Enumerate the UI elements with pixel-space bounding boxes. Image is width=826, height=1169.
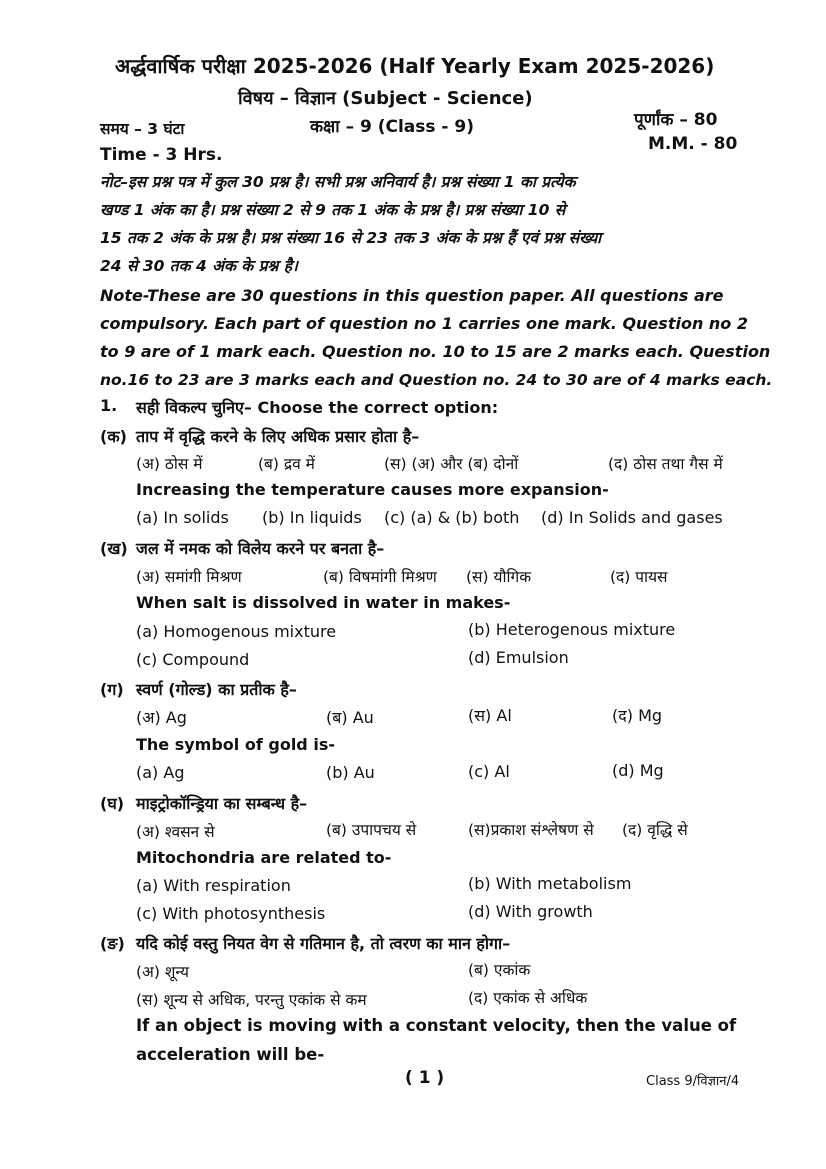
option-c-hi-2: (ब) Au [326, 708, 374, 727]
question-b-hindi: जल में नमक को विलेय करने पर बनता है– [136, 539, 385, 558]
option-e-hi-2: (ब) एकांक [468, 961, 531, 979]
option-c-hi-4: (द) Mg [612, 706, 663, 725]
option-a-hi-4: (द) ठोस तथा गैस में [608, 455, 723, 473]
class-line: कक्षा – 9 (Class - 9) [310, 117, 475, 137]
question-b-label: (ख) [100, 539, 128, 558]
option-d-en-4: (d) With growth [468, 902, 593, 921]
option-d-en-3: (c) With photosynthesis [136, 904, 326, 923]
question-e-english-line-1: If an object is moving with a constant velocity, then the value of [136, 1016, 737, 1035]
option-b-en-1: (a) Homogenous mixture [136, 622, 337, 641]
question-d-hindi: माइट्रोकॉन्ड्रिया का सम्बन्ध है– [136, 794, 308, 813]
option-c-en-2: (b) Au [326, 763, 375, 782]
option-c-en-4: (d) Mg [612, 761, 664, 780]
question-a-english: Increasing the temperature causes more expansion- [136, 480, 609, 499]
option-e-hi-4: (द) एकांक से अधिक [468, 989, 588, 1007]
note-hindi-line-1: नोट–इस प्रश्न पत्र में कुल 30 प्रश्न है। सभी प्रश्न अनिवार्य है। प्रश्न संख्या 1 का प्रत्येक [100, 173, 576, 191]
marks-english: M.M. - 80 [648, 134, 738, 154]
option-d-hi-2: (ब) उपापचय से [326, 821, 417, 839]
option-a-en-2: (b) In liquids [262, 508, 362, 527]
time-english: Time - 3 Hrs. [100, 145, 223, 165]
option-a-en-4: (d) In Solids and gases [541, 508, 723, 527]
exam-title: अर्द्धवार्षिक परीक्षा 2025-2026 (Half Yearly Exam 2025-2026) [115, 54, 715, 78]
question-a-hindi: ताप में वृद्धि करने के लिए अधिक प्रसार होता है– [136, 427, 420, 446]
question-d-english: Mitochondria are related to- [136, 848, 392, 867]
page-number: ( 1 ) [405, 1068, 445, 1088]
marks-hindi: पूर्णांक – 80 [634, 110, 718, 130]
note-hindi-line-4: 24 से 30 तक 4 अंक के प्रश्न है। [100, 257, 298, 275]
question-a-label: (क) [100, 427, 127, 446]
question-b-english: When salt is dissolved in water in makes- [136, 593, 511, 612]
question-e-hindi: यदि कोई वस्तु नियत वेग से गतिमान है, तो त्वरण का मान होगा– [136, 934, 511, 953]
question-1-instruction: सही विकल्प चुनिए– Choose the correct option: [136, 398, 499, 417]
option-c-en-1: (a) Ag [136, 763, 185, 782]
option-c-en-3: (c) Al [468, 762, 510, 781]
option-a-en-1: (a) In solids [136, 508, 229, 527]
option-d-hi-4: (द) वृद्धि से [622, 821, 688, 839]
option-c-hi-1: (अ) Ag [136, 708, 187, 727]
option-a-hi-3: (स) (अ) और (ब) दोनों [384, 455, 519, 473]
question-e-label: (ङ) [100, 934, 125, 953]
note-english-line-4: no.16 to 23 are 3 marks each and Question no. 24 to 30 are of 4 marks each. [100, 371, 773, 389]
option-a-hi-1: (अ) ठोस में [136, 455, 203, 473]
option-d-hi-3: (स)प्रकाश संश्लेषण से [468, 821, 594, 839]
option-a-en-3: (c) (a) & (b) both [384, 508, 520, 527]
question-1-number: 1. [100, 396, 118, 415]
option-e-hi-1: (अ) शून्य [136, 963, 189, 981]
option-e-hi-3: (स) शून्य से अधिक, परन्तु एकांक से कम [136, 991, 367, 1009]
option-b-en-4: (d) Emulsion [468, 648, 569, 667]
question-c-label: (ग) [100, 680, 124, 699]
option-b-hi-4: (द) पायस [610, 568, 668, 586]
subject-line: विषय – विज्ञान (Subject - Science) [238, 88, 533, 109]
option-b-en-3: (c) Compound [136, 650, 250, 669]
note-hindi-line-3: 15 तक 2 अंक के प्रश्न है। प्रश्न संख्या 16 से 23 तक 3 अंक के प्रश्न हैं एवं प्रश्न संख्या [100, 229, 602, 247]
option-b-hi-1: (अ) समांगी मिश्रण [136, 568, 242, 586]
note-english-line-2: compulsory. Each part of question no 1 carries one mark. Question no 2 [100, 314, 748, 333]
note-english-line-1: Note-These are 30 questions in this question paper. All questions are [100, 286, 724, 305]
note-english-line-3: to 9 are of 1 mark each. Question no. 10 to 15 are 2 marks each. Question [100, 342, 771, 361]
question-c-hindi: स्वर्ण (गोल्ड) का प्रतीक है– [136, 680, 297, 699]
option-b-hi-2: (ब) विषमांगी मिश्रण [323, 568, 437, 586]
question-c-english: The symbol of gold is- [136, 735, 335, 754]
option-a-hi-2: (ब) द्रव में [258, 455, 315, 473]
option-b-en-2: (b) Heterogenous mixture [468, 620, 676, 639]
option-d-en-2: (b) With metabolism [468, 874, 632, 893]
option-d-en-1: (a) With respiration [136, 876, 291, 895]
option-b-hi-3: (स) यौगिक [466, 568, 532, 586]
question-e-english-line-2: acceleration will be- [136, 1045, 325, 1064]
option-d-hi-1: (अ) श्वसन से [136, 823, 215, 841]
paper-code: Class 9/विज्ञान/4 [646, 1074, 740, 1089]
option-c-hi-3: (स) Al [468, 706, 512, 725]
note-hindi-line-2: खण्ड 1 अंक का है। प्रश्न संख्या 2 से 9 तक 1 अंक के प्रश्न है। प्रश्न संख्या 10 से [100, 201, 566, 219]
time-hindi: समय – 3 घंटा [100, 120, 185, 138]
question-d-label: (घ) [100, 794, 125, 813]
